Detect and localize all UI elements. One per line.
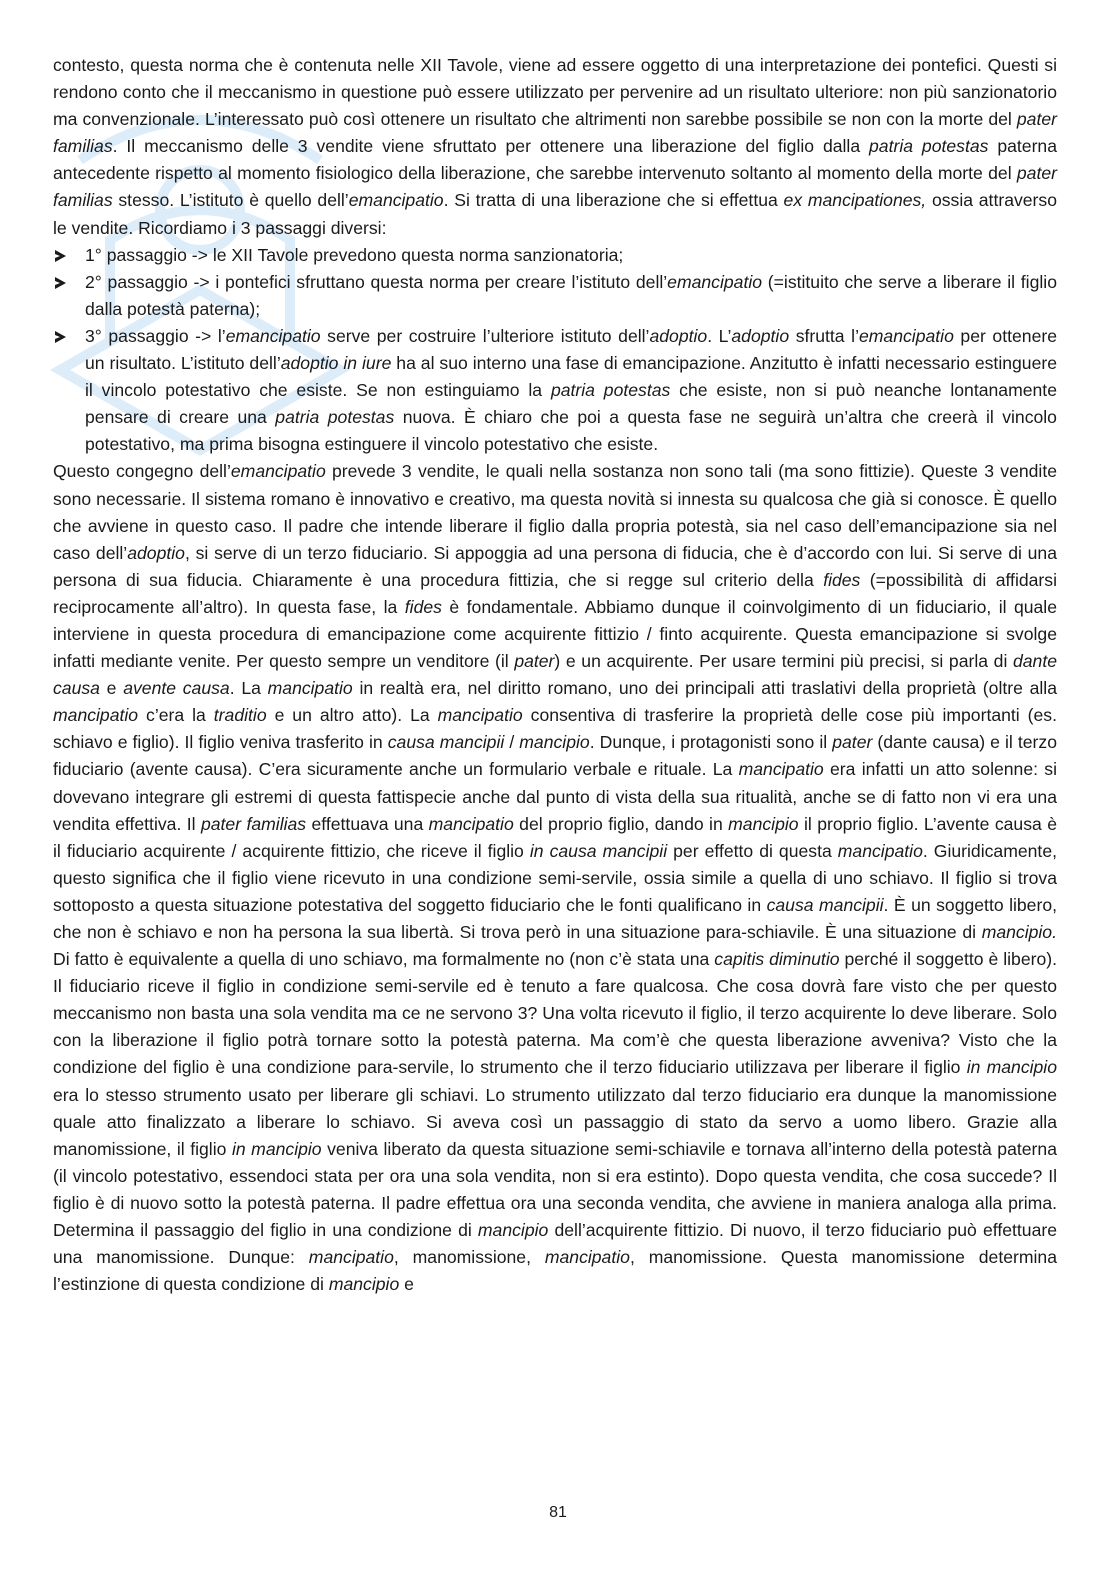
italic-term: mancipatio [837,840,923,861]
text-run: contesto, questa norma che è contenuta nelle XII Tavole, viene ad essere oggetto di una interpretazione dei pontefici. Questi si rendono conto che il meccanismo in questione può essere utilizzato per pervenire ad un risultato ulteriore: non più sanzionatorio ma convenzionale. L’interessato può così ottenere un risultato che altrimenti non sarebbe possibile se non con la morte del [53,55,1057,130]
text-run: stesso. L’istituto è quello dell’ [112,190,349,211]
text-run: del proprio figlio, dando in [513,813,729,834]
text-run: 1° passaggio -> le XII Tavole prevedono questa norma sanzionatoria; [85,244,624,265]
italic-term: fides [823,569,861,590]
italic-term: fides [404,596,442,617]
arrow-bullet-icon [55,331,66,343]
text-run: Di fatto è equivalente a quella di uno schiavo, ma formalmente no (non c’è stata una [53,949,715,970]
body-paragraph [53,458,1057,1298]
italic-term: mancipio. [981,922,1057,942]
italic-term: emancipatio [225,325,321,346]
italic-term: adoptio [649,325,708,346]
italic-term: emancipatio [858,325,954,346]
text-run: era lo stesso strumento usato per liberare gli schiavi. Lo strumento utilizzato dal terzo fiduciario era dunque la manomissione quale atto finalizzato a liberare lo schiavo. Si aveva così un passaggio di stato da servo a uomo libero. Grazie alla manomissione, il figlio [53,1084,1057,1159]
text-run: il proprio figlio. L’avente causa è il fiduciario acquirente / acquirente fittizio, che riceve il figlio [53,813,1057,861]
arrow-bullet-icon [55,250,66,262]
italic-term: avente causa [123,678,230,699]
italic-term: mancipio [477,1220,549,1241]
italic-term: patria potestas [869,136,989,157]
text-run: , si serve di un terzo fiduciario. Si appoggia ad una persona di fiducia, che è d’accordo con lui. Si serve di una persona di sua fiducia. Chiaramente è una procedura fittizia, che si regge sul criterio della [53,542,1057,590]
italic-term: in causa mancipii [529,840,668,861]
text-run: (dante causa) e il terzo fiduciario (avente causa). C’era sicuramente anche un formulario verbale e rituale. La [53,732,1057,780]
text-run: , manomissione, [393,1247,545,1268]
italic-term: in mancipio [966,1057,1057,1078]
italic-term: mancipatio [267,678,353,699]
italic-term: emancipatio [230,461,326,482]
text-run: ossia attraverso le vendite. Ricordiamo i 3 passaggi diversi: [53,190,1057,238]
italic-term: ex mancipationes, [783,190,927,211]
text-run: . La [229,678,268,699]
text-run: (=possibilità di affidarsi reciprocamente all’altro). In questa fase, la [53,569,1057,617]
text-run: era infatti un atto solenne: si dovevano integrare gli estremi di questa fattispecie anche dal punto di vista della sua ritualità, anche se di fatto non vi era una vendita effettiva. Il [53,759,1057,834]
italic-term: mancipatio [428,813,514,834]
italic-term: mancipatio [308,1247,394,1268]
italic-term: patria potestas [275,407,395,428]
text-run: , manomissione. Questa manomissione determina l’estinzione di questa condizione di [53,1247,1058,1295]
arrow-bullet-icon [55,277,66,289]
text-run: . Si tratta di una liberazione che si effettua [443,190,784,211]
italic-term: pater familias [53,163,1057,211]
italic-term: adoptio in iure [280,353,392,374]
italic-term: pater [514,651,555,672]
text-run: 2° passaggio -> i pontefici sfruttano questa norma per creare l’istituto dell’ [85,271,668,292]
italic-term: mancipio [519,732,590,753]
text-run: . È un soggetto libero, che non è schiavo e non ha persona la sua libertà. Si trova però in una situazione para-schiavile. È una situazione di [53,894,1057,942]
text-run: 3° passaggio -> l’ [85,325,226,346]
text-run: (=istituito che serve a liberare il figlio dalla potestà paterna); [85,271,1057,319]
italic-term: in mancipio [231,1138,322,1159]
italic-term: emancipatio [348,190,444,211]
italic-term: mancipatio [53,705,139,726]
text-run: . Giuridicamente, questo significa che il figlio viene ricevuto in una condizione semi-servile, ossia simile a quella di uno schiavo. Il figlio si trova sottoposto a questa situazione potestativa del soggetto fiduciario che le fonti qualificano in [53,840,1057,915]
italic-term: pater familias [53,109,1057,157]
italic-term: mancipatio [437,705,523,726]
italic-term: mancipatio [544,1247,630,1268]
italic-term: causa mancipii [766,894,884,915]
italic-term: traditio [213,705,267,726]
italic-term: emancipatio [667,271,763,292]
text-run: paterna antecedente rispetto al momento fisiologico della liberazione, che sarebbe intervenuto soltanto al momento della morte del [53,136,1057,184]
text-run: . L’ [707,325,732,346]
intro-paragraph [53,52,1057,242]
text-run: veniva liberato da questa situazione semi-schiavile e tornava all’interno della potestà paterna (il vincolo potestativo, essendoci stata per ora una sola vendita, non si era estinto). Dopo questa vendita, che cosa succede? Il figlio è di nuovo sotto la potestà paterna. Il padre effettua ora una seconda vendita, che avviene in maniera analoga alla prima. Determina il passaggio del figlio in una condizione di [53,1138,1057,1241]
text-run: . Il meccanismo delle 3 vendite viene sfruttato per ottenere una liberazione del figlio dalla [112,136,870,157]
text-run: prevede 3 vendite, le quali nella sostanza non sono tali (ma sono fittizie). Queste 3 vendite sono necessarie. Il sistema romano è innovativo e creativo, ma questa novità si innesta su qualcosa che già si conosce. È quello che avviene in questo caso. Il padre che intende liberare il figlio dalla propria potestà, sia nel caso dell’emancipazione sia nel caso dell’ [53,461,1058,563]
step-item [53,269,1057,323]
italic-term: mancipio [328,1274,400,1295]
steps-list [53,242,1057,459]
text-run: è fondamentale. Abbiamo dunque il coinvolgimento di un fiduciario, il quale interviene in questa procedura di emancipazione come acquirente fittizio / finto acquirente. Questa emancipazione si svolge infatti mediante venite. Per questo sempre un venditore (il [53,596,1058,672]
text-run: serve per costruire l’ulteriore istituto dell’ [320,325,650,346]
italic-term: capitis diminutio [714,949,840,970]
italic-term: mancipio [728,813,799,834]
italic-term: causa mancipii [387,732,505,753]
italic-term: pater familias [200,813,307,834]
text-run: Questo congegno dell’ [53,461,231,482]
italic-term: pater [832,732,873,753]
text-run: e [99,678,124,699]
page-number: 81 [549,1504,567,1521]
italic-term: adoptio [127,542,185,563]
step-item [53,242,1057,269]
text-run: dell’acquirente fittizio. Di nuovo, il terzo fiduciario può effettuare una manomissione. Dunque: [53,1220,1057,1268]
italic-term: adoptio [731,325,790,346]
step-item [53,323,1057,458]
text-run: ) e un acquirente. Per usare termini più precisi, si parla di [554,651,1013,672]
text-run: consentiva di trasferire la proprietà delle cose più importanti (es. schiavo e figlio). Il figlio veniva trasferito in [53,705,1057,753]
text-run: effettuava una [306,813,429,834]
text-run: e [399,1274,414,1295]
text-run: che esiste, non si può neanche lontanamente pensare di creare una [85,380,1057,428]
text-run: per ottenere un risultato. L’istituto dell’ [85,325,1057,374]
text-run: e un altro atto). La [266,705,438,726]
italic-term: dante causa [53,651,1058,699]
document-body [53,52,1057,1298]
text-run: per effetto di questa [667,840,838,861]
italic-term: patria potestas [550,380,671,401]
text-run: / [504,732,520,753]
italic-term: mancipatio [738,759,824,780]
text-run: ha al suo interno una fase di emancipazione. Anzitutto è infatti necessario estinguere il vincolo potestativo che esiste. Se non estinguiamo la [85,353,1058,401]
text-run: sfrutta l’ [789,325,859,346]
text-run: . Dunque, i protagonisti sono il [589,732,833,753]
text-run: in realtà era, nel diritto romano, uno dei principali atti traslativi della proprietà (oltre alla [352,678,1058,699]
text-run: c’era la [138,705,214,726]
text-run: perché il soggetto è libero). Il fiduciario riceve il figlio in condizione semi-servile ed è tenuto a fare qualcosa. Che cosa dovrà fare visto che per questo meccanismo non basta una sola vendita ma ce ne servono 3? Una volta ricevuto il figlio, il terzo acquirente lo deve liberare. Solo con la liberazione il figlio potrà tornare sotto la potestà paterna. Ma com’è che questa liberazione avveniva? Visto che la condizione del figlio è una condizione para-servile, lo strumento che il terzo fiduciario utilizzava per liberare il figlio [53,949,1057,1078]
text-run: nuova. È chiaro che poi a questa fase ne seguirà un’altra che creerà il vincolo potestativo, ma prima bisogna estinguere il vincolo potestativo che esiste. [85,407,1057,455]
